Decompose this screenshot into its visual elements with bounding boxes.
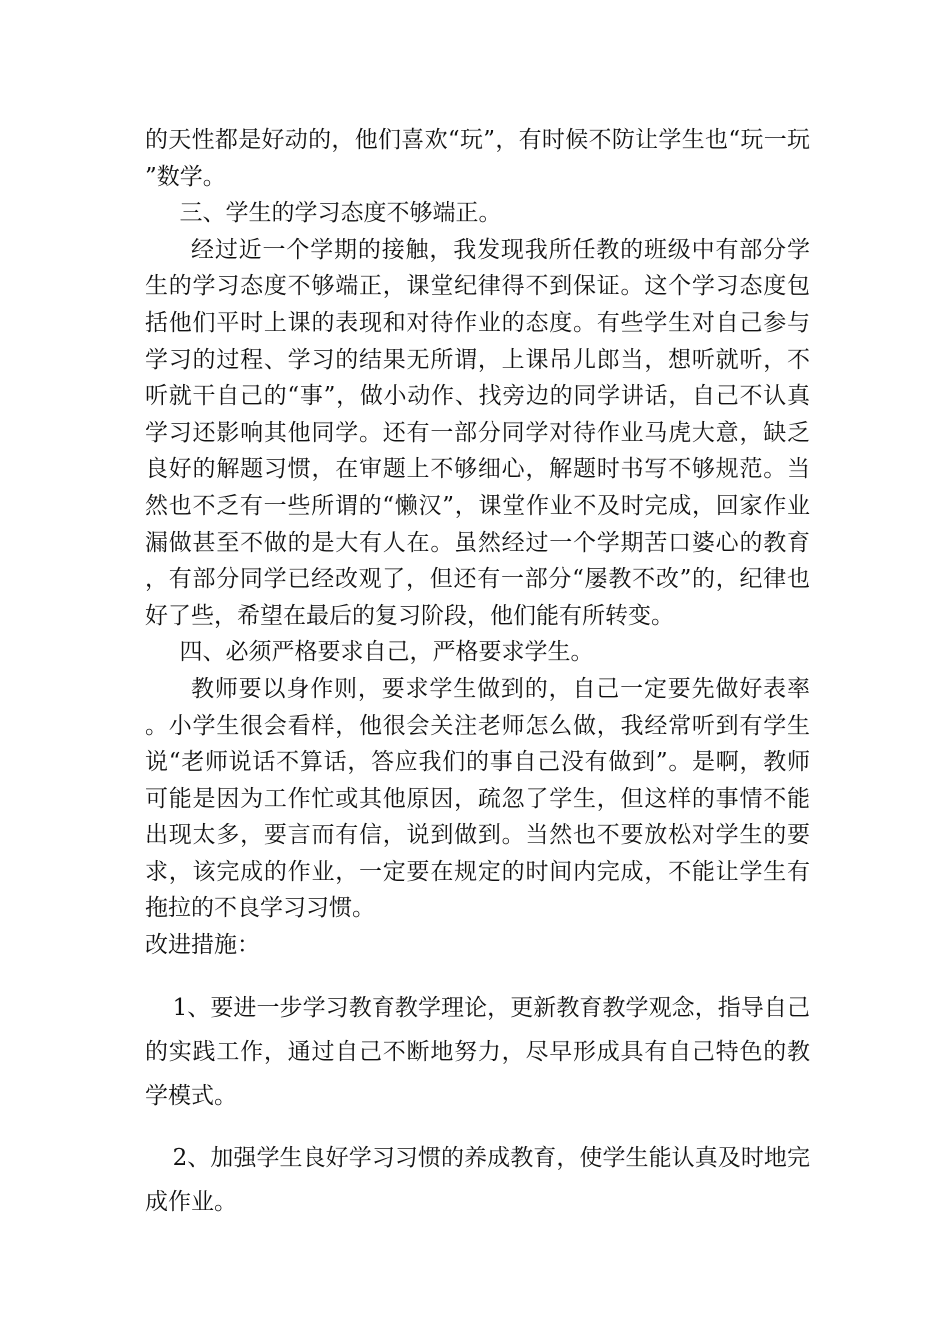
section-heading-3: 三、学生的学习态度不够端正。: [179, 200, 502, 227]
measure-item-2: 2、加强学生良好学习习惯的养成教育，使学生能认真及时地完成作业。: [145, 1145, 810, 1215]
body-text: [145, 122, 810, 964]
section-heading-4: 四、必须严格要求自己，严格要求学生。: [179, 639, 594, 666]
paragraph-attitude: 经过近一个学期的接触，我发现我所任教的班级中有部分学生的学习态度不够端正，课堂纪律得不到保证。这个学习态度包括他们平时上课的表现和对待作业的态度。有些学生对自己参与学习的过程、学习的结果无所谓，上课吊儿郎当，想听就听，不听就干自己的“事”，做小动作、找旁边的同学讲话，自己不认真学习还影响其他同学。还有一部分同学对待作业马虎大意，缺乏良好的解题习惯，在审题上不够细心，解题时书写不够规范。当然也不乏有一些所谓的“懒汉”，课堂作业不及时完成，回家作业漏做甚至不做的是大有人在。虽然经过一个学期苦口婆心的教育，有部分同学已经改观了，但还有一部分“屡教不改”的，纪律也好了些，希望在最后的复习阶段，他们能有所转变。: [145, 236, 810, 629]
measures-list: [145, 986, 810, 1242]
paragraph-requirements: 教师要以身作则，要求学生做到的，自己一定要先做好表率。小学生很会看样，他很会关注老师怎么做，我经常听到有学生说“老师说话不算话，答应我们的事自己没有做到”。是啊，教师可能是因为工作忙或其他原因，疏忽了学生，但这样的事情不能出现太多，要言而有信，说到做到。当然也不要放松对学生的要求，该完成的作业，一定要在规定的时间内完成，不能让学生有拖拉的不良学习习惯。: [145, 675, 810, 922]
paragraph-continuation: 的天性都是好动的，他们喜欢“玩”，有时候不防让学生也“玩一玩”数学。: [145, 127, 810, 190]
measures-heading: 改进措施：: [145, 932, 260, 959]
measure-item-1: 1、要进一步学习教育教学理论，更新教育教学观念，指导自己的实践工作，通过自己不断地努力，尽早形成具有自己特色的教学模式。: [145, 995, 810, 1109]
